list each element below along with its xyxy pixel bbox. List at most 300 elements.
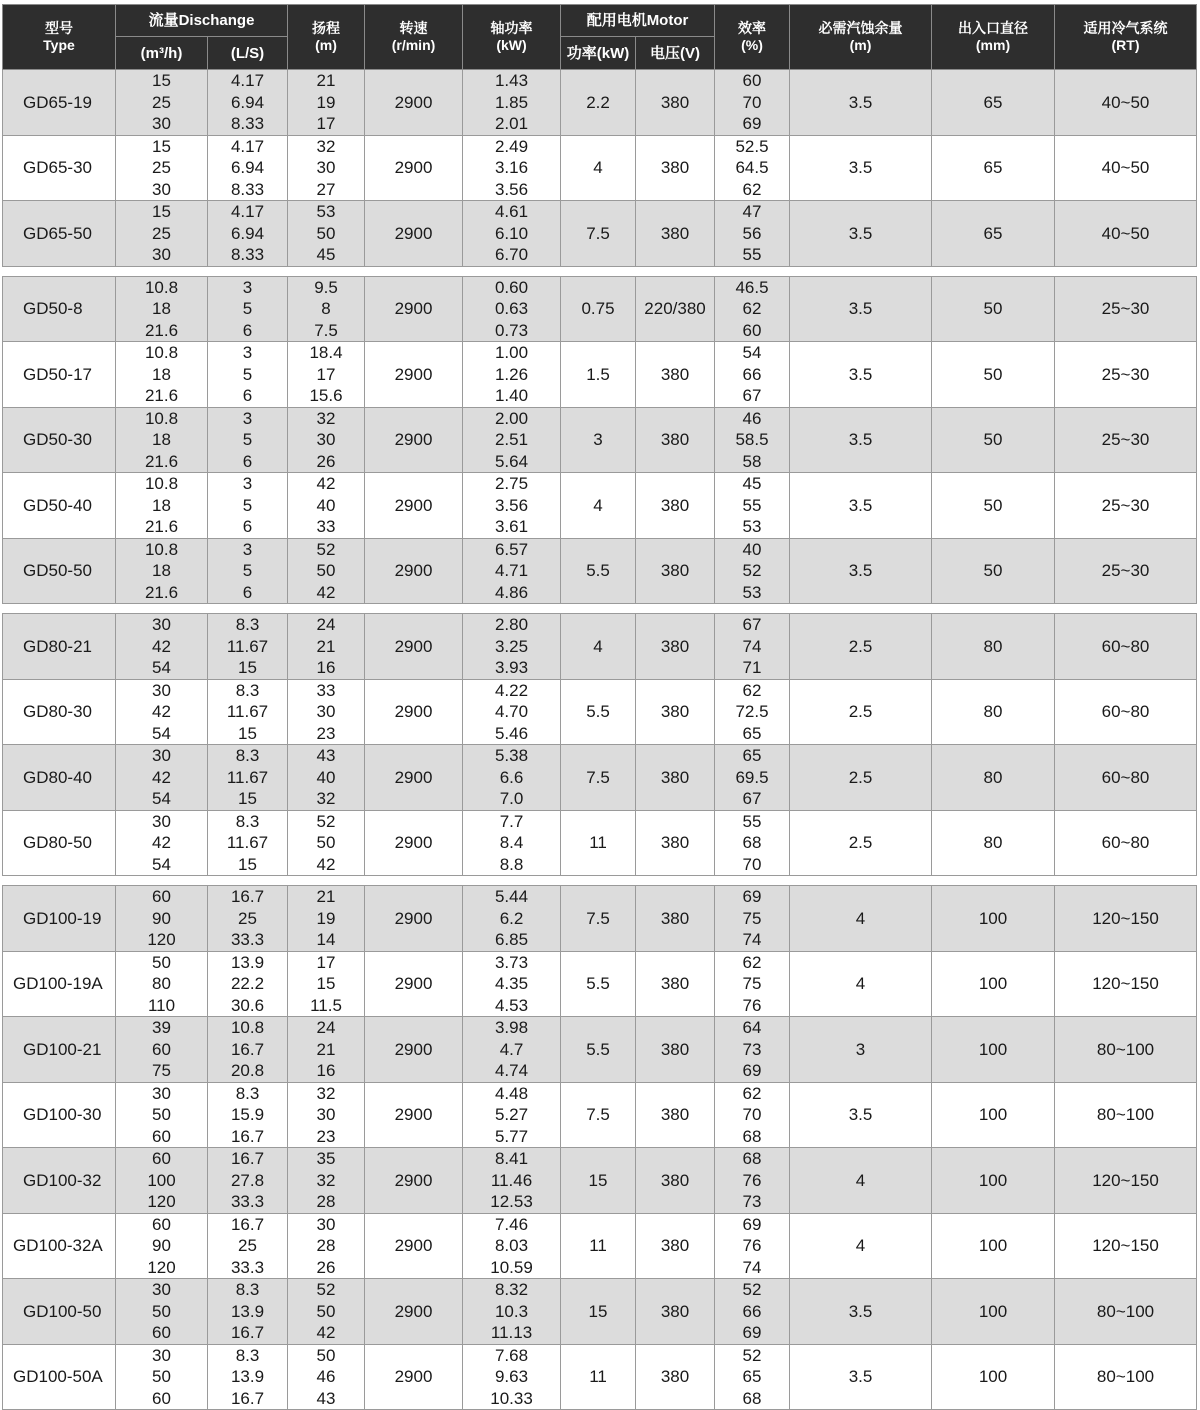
voltage-cell: 380	[636, 1017, 715, 1083]
head-cell-value: 43	[316, 1388, 336, 1408]
efficiency-cell-value: 68	[742, 833, 762, 852]
npsh-cell: 3.5	[790, 135, 932, 201]
flow-m3h-cell	[116, 342, 208, 408]
model-cell: GD50-50	[3, 538, 116, 604]
header-motor-voltage: 电压(V)	[636, 37, 715, 70]
shaft-power-cell-value: 0.63	[494, 299, 529, 318]
flow-ls-cell-value: 25	[238, 1236, 257, 1255]
pump-spec-table	[2, 4, 1197, 1410]
shaft-power-cell-value: 3.16	[494, 158, 529, 177]
model-cell: GD100-19	[3, 886, 116, 952]
flow-ls-cell-value: 3	[242, 539, 253, 559]
speed-cell: 2900	[365, 538, 463, 604]
header-type: 型号 Type	[3, 5, 116, 70]
flow-ls-cell-value: 30.6	[230, 995, 265, 1015]
table-row	[3, 407, 1197, 473]
ac-system-cell: 40~50	[1055, 201, 1197, 267]
efficiency-cell	[715, 745, 790, 811]
speed-cell: 2900	[365, 1279, 463, 1345]
efficiency-cell-value: 68	[742, 1126, 762, 1146]
model-cell: GD50-8	[3, 276, 116, 342]
head-cell-value: 23	[316, 723, 336, 743]
table-row	[3, 1344, 1197, 1410]
ac-system-cell: 80~100	[1055, 1344, 1197, 1410]
npsh-cell: 2.5	[790, 745, 932, 811]
head-cell-value: 21	[316, 71, 336, 90]
ac-system-cell: 120~150	[1055, 1148, 1197, 1214]
flow-ls-cell-value: 15	[238, 658, 257, 677]
diameter-cell: 65	[932, 70, 1055, 136]
shaft-power-cell	[463, 201, 561, 267]
head-cell-value: 30	[316, 1214, 336, 1234]
efficiency-cell	[715, 538, 790, 604]
head-cell-value: 28	[316, 1236, 336, 1255]
flow-m3h-cell-value: 18	[152, 364, 171, 384]
header-npsh: 必需汽蚀余量 (m)	[790, 5, 932, 70]
flow-ls-cell-value: 13.9	[230, 952, 265, 972]
model-cell: GD100-21	[3, 1017, 116, 1083]
flow-ls-cell-value: 27.8	[230, 1170, 265, 1190]
table-row	[3, 1279, 1197, 1345]
head-cell-value: 21	[316, 1039, 336, 1059]
flow-ls-cell-value: 8.3	[235, 1345, 260, 1365]
flow-ls-cell-value: 15	[238, 723, 257, 743]
speed-cell: 2900	[365, 679, 463, 745]
flow-m3h-cell-value: 60	[152, 1149, 171, 1168]
flow-m3h-cell-value: 54	[152, 658, 171, 677]
shaft-power-cell-value: 2.00	[494, 408, 529, 428]
shaft-power-cell	[463, 679, 561, 745]
efficiency-cell-value: 58	[742, 451, 762, 471]
flow-m3h-cell-value: 18	[152, 561, 171, 580]
motor-power-cell: 0.75	[561, 276, 636, 342]
speed-cell: 2900	[365, 614, 463, 680]
flow-m3h-cell-value: 10.8	[144, 408, 179, 428]
flow-m3h-cell-value: 18	[152, 430, 171, 449]
head-cell-value: 50	[316, 1345, 336, 1365]
shaft-power-cell-value: 8.03	[494, 1236, 529, 1255]
efficiency-cell-value: 65	[742, 1367, 762, 1386]
flow-m3h-cell	[116, 951, 208, 1017]
npsh-cell: 3.5	[790, 473, 932, 539]
head-cell-value: 35	[316, 1149, 336, 1168]
flow-m3h-cell	[116, 1148, 208, 1214]
head-cell-value: 19	[316, 92, 336, 112]
head-cell	[288, 473, 365, 539]
motor-power-cell: 3	[561, 407, 636, 473]
npsh-cell: 2.5	[790, 810, 932, 876]
flow-m3h-cell	[116, 1213, 208, 1279]
flow-m3h-cell-value: 10.8	[144, 539, 179, 559]
flow-m3h-cell-value: 54	[152, 789, 171, 808]
flow-m3h-cell-value: 100	[147, 1170, 176, 1190]
shaft-power-cell-value: 7.68	[494, 1345, 529, 1365]
efficiency-cell-value: 69	[742, 1323, 762, 1342]
header-head: 扬程 (m)	[288, 5, 365, 70]
table-body	[3, 70, 1197, 1410]
flow-ls-cell-value: 6	[242, 451, 253, 471]
head-cell-value: 40	[316, 495, 336, 515]
diameter-cell: 50	[932, 538, 1055, 604]
head-cell-value: 26	[316, 1257, 336, 1277]
speed-cell: 2900	[365, 1082, 463, 1148]
head-cell-value: 52	[316, 811, 336, 831]
flow-m3h-cell-value: 30	[152, 811, 171, 831]
motor-power-cell: 4	[561, 135, 636, 201]
flow-m3h-cell-value: 120	[147, 930, 176, 949]
shaft-power-cell	[463, 745, 561, 811]
efficiency-cell-value: 73	[742, 1039, 762, 1059]
shaft-power-cell-value: 6.6	[499, 767, 524, 787]
table-row	[3, 473, 1197, 539]
shaft-power-cell	[463, 1279, 561, 1345]
ac-system-cell: 60~80	[1055, 745, 1197, 811]
npsh-cell: 3.5	[790, 1082, 932, 1148]
head-cell-value: 53	[316, 202, 336, 221]
motor-power-cell: 15	[561, 1279, 636, 1345]
flow-ls-cell-value: 5	[242, 495, 253, 515]
diameter-cell: 100	[932, 1344, 1055, 1410]
npsh-cell: 3.5	[790, 407, 932, 473]
head-cell-value: 50	[316, 223, 336, 243]
head-cell-value: 50	[316, 833, 336, 852]
voltage-cell: 380	[636, 745, 715, 811]
efficiency-cell-value: 70	[742, 1105, 762, 1124]
motor-power-cell: 15	[561, 1148, 636, 1214]
shaft-power-cell-value: 3.93	[494, 658, 529, 677]
efficiency-cell	[715, 614, 790, 680]
flow-ls-cell	[208, 745, 288, 811]
header-flow: 流量Dischange	[116, 5, 288, 37]
flow-m3h-cell-value: 60	[152, 1323, 171, 1342]
model-cell: GD50-30	[3, 407, 116, 473]
flow-ls-cell-value: 13.9	[230, 1301, 265, 1321]
efficiency-cell-value: 46.5	[735, 277, 769, 297]
efficiency-cell-value: 69	[742, 1214, 762, 1234]
motor-power-cell: 5.5	[561, 951, 636, 1017]
flow-m3h-cell	[116, 679, 208, 745]
voltage-cell: 380	[636, 1279, 715, 1345]
head-cell-value: 32	[316, 408, 336, 428]
diameter-cell: 100	[932, 1082, 1055, 1148]
flow-ls-cell	[208, 538, 288, 604]
efficiency-cell-value: 52	[742, 561, 762, 580]
shaft-power-cell-value: 1.40	[494, 386, 529, 405]
ac-system-cell: 25~30	[1055, 473, 1197, 539]
flow-ls-cell-value: 15	[238, 854, 257, 874]
flow-m3h-cell-value: 110	[147, 995, 176, 1015]
efficiency-cell-value: 73	[742, 1192, 762, 1211]
flow-ls-cell-value: 8.3	[235, 746, 260, 765]
model-cell: GD100-50A	[3, 1344, 116, 1410]
head-cell	[288, 1017, 365, 1083]
diameter-cell: 100	[932, 951, 1055, 1017]
header-ac-system: 适用冷气系统 (RT)	[1055, 5, 1197, 70]
flow-m3h-cell	[116, 135, 208, 201]
head-cell	[288, 70, 365, 136]
flow-ls-cell-value: 16.7	[230, 1149, 265, 1168]
head-cell	[288, 1148, 365, 1214]
head-cell-value: 23	[316, 1126, 336, 1146]
shaft-power-cell-value: 1.43	[494, 71, 529, 90]
flow-ls-cell-value: 16.7	[230, 887, 265, 906]
flow-ls-cell-value: 25	[238, 908, 257, 928]
flow-m3h-cell-value: 21.6	[144, 517, 179, 536]
head-cell	[288, 276, 365, 342]
efficiency-cell-value: 74	[742, 636, 762, 656]
efficiency-cell-value: 71	[742, 658, 762, 677]
table-row	[3, 745, 1197, 811]
efficiency-cell	[715, 135, 790, 201]
diameter-cell: 50	[932, 276, 1055, 342]
head-cell	[288, 1279, 365, 1345]
table-row	[3, 951, 1197, 1017]
flow-ls-cell	[208, 679, 288, 745]
head-cell-value: 16	[316, 658, 336, 677]
flow-ls-cell-value: 3	[242, 277, 253, 297]
flow-m3h-cell	[116, 276, 208, 342]
voltage-cell: 380	[636, 886, 715, 952]
flow-ls-cell-value: 4.17	[230, 202, 265, 221]
flow-m3h-cell-value: 42	[152, 636, 171, 656]
flow-ls-cell	[208, 1017, 288, 1083]
npsh-cell: 4	[790, 1148, 932, 1214]
flow-m3h-cell-value: 90	[152, 908, 171, 928]
efficiency-cell-value: 55	[742, 495, 762, 515]
flow-m3h-cell-value: 60	[152, 1039, 171, 1059]
flow-m3h-cell	[116, 745, 208, 811]
efficiency-cell-value: 54	[742, 343, 762, 362]
shaft-power-cell	[463, 538, 561, 604]
shaft-power-cell	[463, 70, 561, 136]
speed-cell: 2900	[365, 745, 463, 811]
flow-m3h-cell-value: 30	[152, 1083, 171, 1103]
flow-ls-cell-value: 33.3	[230, 930, 265, 949]
diameter-cell: 100	[932, 1279, 1055, 1345]
head-cell-value: 18.4	[309, 343, 343, 362]
flow-ls-cell-value: 20.8	[230, 1061, 265, 1080]
motor-power-cell: 7.5	[561, 886, 636, 952]
flow-m3h-cell-value: 50	[152, 1105, 171, 1124]
head-cell-value: 28	[316, 1192, 336, 1211]
flow-ls-cell-value: 16.7	[230, 1214, 265, 1234]
diameter-cell: 50	[932, 407, 1055, 473]
npsh-cell: 4	[790, 951, 932, 1017]
flow-m3h-cell-value: 54	[152, 723, 171, 743]
efficiency-cell	[715, 886, 790, 952]
efficiency-cell-value: 76	[742, 1170, 762, 1190]
flow-ls-cell-value: 11.67	[226, 833, 269, 852]
head-cell-value: 14	[316, 930, 336, 949]
flow-m3h-cell	[116, 1017, 208, 1083]
flow-ls-cell-value: 11.67	[226, 636, 269, 656]
flow-m3h-cell-value: 75	[152, 1061, 171, 1080]
speed-cell: 2900	[365, 1148, 463, 1214]
head-cell-value: 46	[316, 1367, 336, 1386]
efficiency-cell	[715, 407, 790, 473]
flow-ls-cell	[208, 951, 288, 1017]
shaft-power-cell-value: 3.56	[494, 179, 529, 199]
diameter-cell: 100	[932, 1213, 1055, 1279]
model-cell: GD100-30	[3, 1082, 116, 1148]
shaft-power-cell	[463, 1082, 561, 1148]
efficiency-cell-value: 65	[742, 723, 762, 743]
flow-ls-cell-value: 3	[242, 343, 253, 362]
motor-power-cell: 11	[561, 1213, 636, 1279]
ac-system-cell: 80~100	[1055, 1279, 1197, 1345]
shaft-power-cell-value: 6.85	[494, 930, 529, 949]
efficiency-cell	[715, 951, 790, 1017]
flow-ls-cell-value: 6	[242, 582, 253, 602]
group-separator	[3, 604, 1197, 614]
head-cell-value: 7.5	[314, 320, 338, 340]
head-cell-value: 24	[316, 615, 336, 634]
table-row	[3, 538, 1197, 604]
head-cell	[288, 1213, 365, 1279]
efficiency-cell-value: 66	[742, 364, 762, 384]
efficiency-cell	[715, 1148, 790, 1214]
voltage-cell: 380	[636, 70, 715, 136]
group-separator	[3, 876, 1197, 886]
shaft-power-cell	[463, 1017, 561, 1083]
head-cell	[288, 342, 365, 408]
flow-ls-cell	[208, 135, 288, 201]
head-cell-value: 45	[316, 245, 336, 264]
flow-ls-cell-value: 8.33	[230, 179, 265, 199]
flow-m3h-cell-value: 39	[152, 1018, 171, 1037]
efficiency-cell-value: 70	[742, 92, 762, 112]
efficiency-cell-value: 70	[742, 854, 762, 874]
npsh-cell: 3.5	[790, 342, 932, 408]
header-flow-m3h: (m³/h)	[116, 37, 208, 70]
speed-cell: 2900	[365, 201, 463, 267]
diameter-cell: 80	[932, 614, 1055, 680]
ac-system-cell: 40~50	[1055, 70, 1197, 136]
head-cell-value: 9.5	[314, 277, 338, 297]
npsh-cell: 3	[790, 1017, 932, 1083]
diameter-cell: 50	[932, 342, 1055, 408]
head-cell-value: 50	[316, 561, 336, 580]
flow-m3h-cell-value: 10.8	[144, 474, 179, 493]
motor-power-cell: 2.2	[561, 70, 636, 136]
shaft-power-cell-value: 6.10	[494, 223, 529, 243]
flow-m3h-cell-value: 10.8	[144, 277, 179, 297]
shaft-power-cell-value: 4.74	[494, 1061, 529, 1080]
table-row	[3, 614, 1197, 680]
head-cell-value: 40	[316, 767, 336, 787]
shaft-power-cell-value: 3.25	[494, 636, 529, 656]
head-cell-value: 50	[316, 1301, 336, 1321]
efficiency-cell-value: 60	[742, 320, 762, 340]
ac-system-cell: 120~150	[1055, 886, 1197, 952]
npsh-cell: 3.5	[790, 1279, 932, 1345]
motor-power-cell: 4	[561, 473, 636, 539]
speed-cell: 2900	[365, 70, 463, 136]
flow-m3h-cell-value: 54	[152, 854, 171, 874]
flow-m3h-cell-value: 50	[152, 952, 171, 972]
shaft-power-cell-value: 9.63	[494, 1367, 529, 1386]
head-cell-value: 8	[321, 299, 331, 318]
diameter-cell: 65	[932, 135, 1055, 201]
head-cell-value: 17	[316, 952, 336, 972]
flow-m3h-cell	[116, 473, 208, 539]
head-cell-value: 30	[316, 702, 336, 721]
efficiency-cell-value: 69	[742, 114, 762, 133]
flow-ls-cell	[208, 407, 288, 473]
efficiency-cell-value: 62	[742, 680, 762, 700]
model-cell: GD65-19	[3, 70, 116, 136]
shaft-power-cell-value: 5.64	[494, 451, 529, 471]
flow-m3h-cell	[116, 70, 208, 136]
shaft-power-cell-value: 8.4	[499, 833, 524, 852]
shaft-power-cell-value: 4.70	[494, 702, 529, 721]
shaft-power-cell-value: 8.41	[494, 1149, 529, 1168]
flow-ls-cell-value: 6	[242, 386, 253, 405]
flow-m3h-cell-value: 30	[152, 680, 171, 700]
diameter-cell: 100	[932, 1017, 1055, 1083]
speed-cell: 2900	[365, 135, 463, 201]
shaft-power-cell	[463, 1148, 561, 1214]
diameter-cell: 80	[932, 745, 1055, 811]
diameter-cell: 80	[932, 810, 1055, 876]
model-cell: GD65-30	[3, 135, 116, 201]
table-row	[3, 135, 1197, 201]
motor-power-cell: 11	[561, 810, 636, 876]
head-cell-value: 15.6	[309, 386, 343, 405]
head-cell-value: 26	[316, 451, 336, 471]
efficiency-cell-value: 47	[742, 202, 762, 221]
shaft-power-cell	[463, 1213, 561, 1279]
efficiency-cell-value: 67	[742, 789, 762, 808]
flow-ls-cell	[208, 342, 288, 408]
separator-cell	[3, 876, 1197, 886]
shaft-power-cell	[463, 407, 561, 473]
table-row	[3, 342, 1197, 408]
efficiency-cell-value: 76	[742, 1236, 762, 1255]
shaft-power-cell-value: 11.46	[490, 1170, 533, 1190]
flow-m3h-cell-value: 18	[152, 299, 171, 318]
head-cell	[288, 886, 365, 952]
npsh-cell: 3.5	[790, 201, 932, 267]
efficiency-cell	[715, 1082, 790, 1148]
flow-ls-cell-value: 11.67	[226, 767, 269, 787]
npsh-cell: 4	[790, 1213, 932, 1279]
flow-m3h-cell-value: 30	[152, 615, 171, 634]
flow-ls-cell-value: 4.17	[230, 136, 265, 156]
flow-m3h-cell-value: 15	[152, 136, 171, 156]
flow-ls-cell-value: 8.33	[230, 114, 265, 133]
flow-m3h-cell-value: 21.6	[144, 451, 179, 471]
ac-system-cell: 60~80	[1055, 810, 1197, 876]
npsh-cell: 3.5	[790, 276, 932, 342]
flow-m3h-cell-value: 25	[152, 223, 171, 243]
flow-ls-cell-value: 11.67	[226, 702, 269, 721]
shaft-power-cell-value: 4.35	[494, 974, 529, 993]
efficiency-cell-value: 45	[742, 474, 762, 493]
speed-cell: 2900	[365, 1344, 463, 1410]
ac-system-cell: 60~80	[1055, 614, 1197, 680]
head-cell-value: 16	[316, 1061, 336, 1080]
speed-cell: 2900	[365, 1017, 463, 1083]
head-cell-value: 33	[316, 517, 336, 536]
head-cell-value: 21	[316, 636, 336, 656]
efficiency-cell	[715, 1213, 790, 1279]
shaft-power-cell-value: 0.60	[494, 277, 529, 297]
shaft-power-cell-value: 7.46	[494, 1214, 529, 1234]
efficiency-cell-value: 74	[742, 1257, 762, 1277]
head-cell-value: 43	[316, 746, 336, 765]
flow-m3h-cell-value: 21.6	[144, 386, 179, 405]
